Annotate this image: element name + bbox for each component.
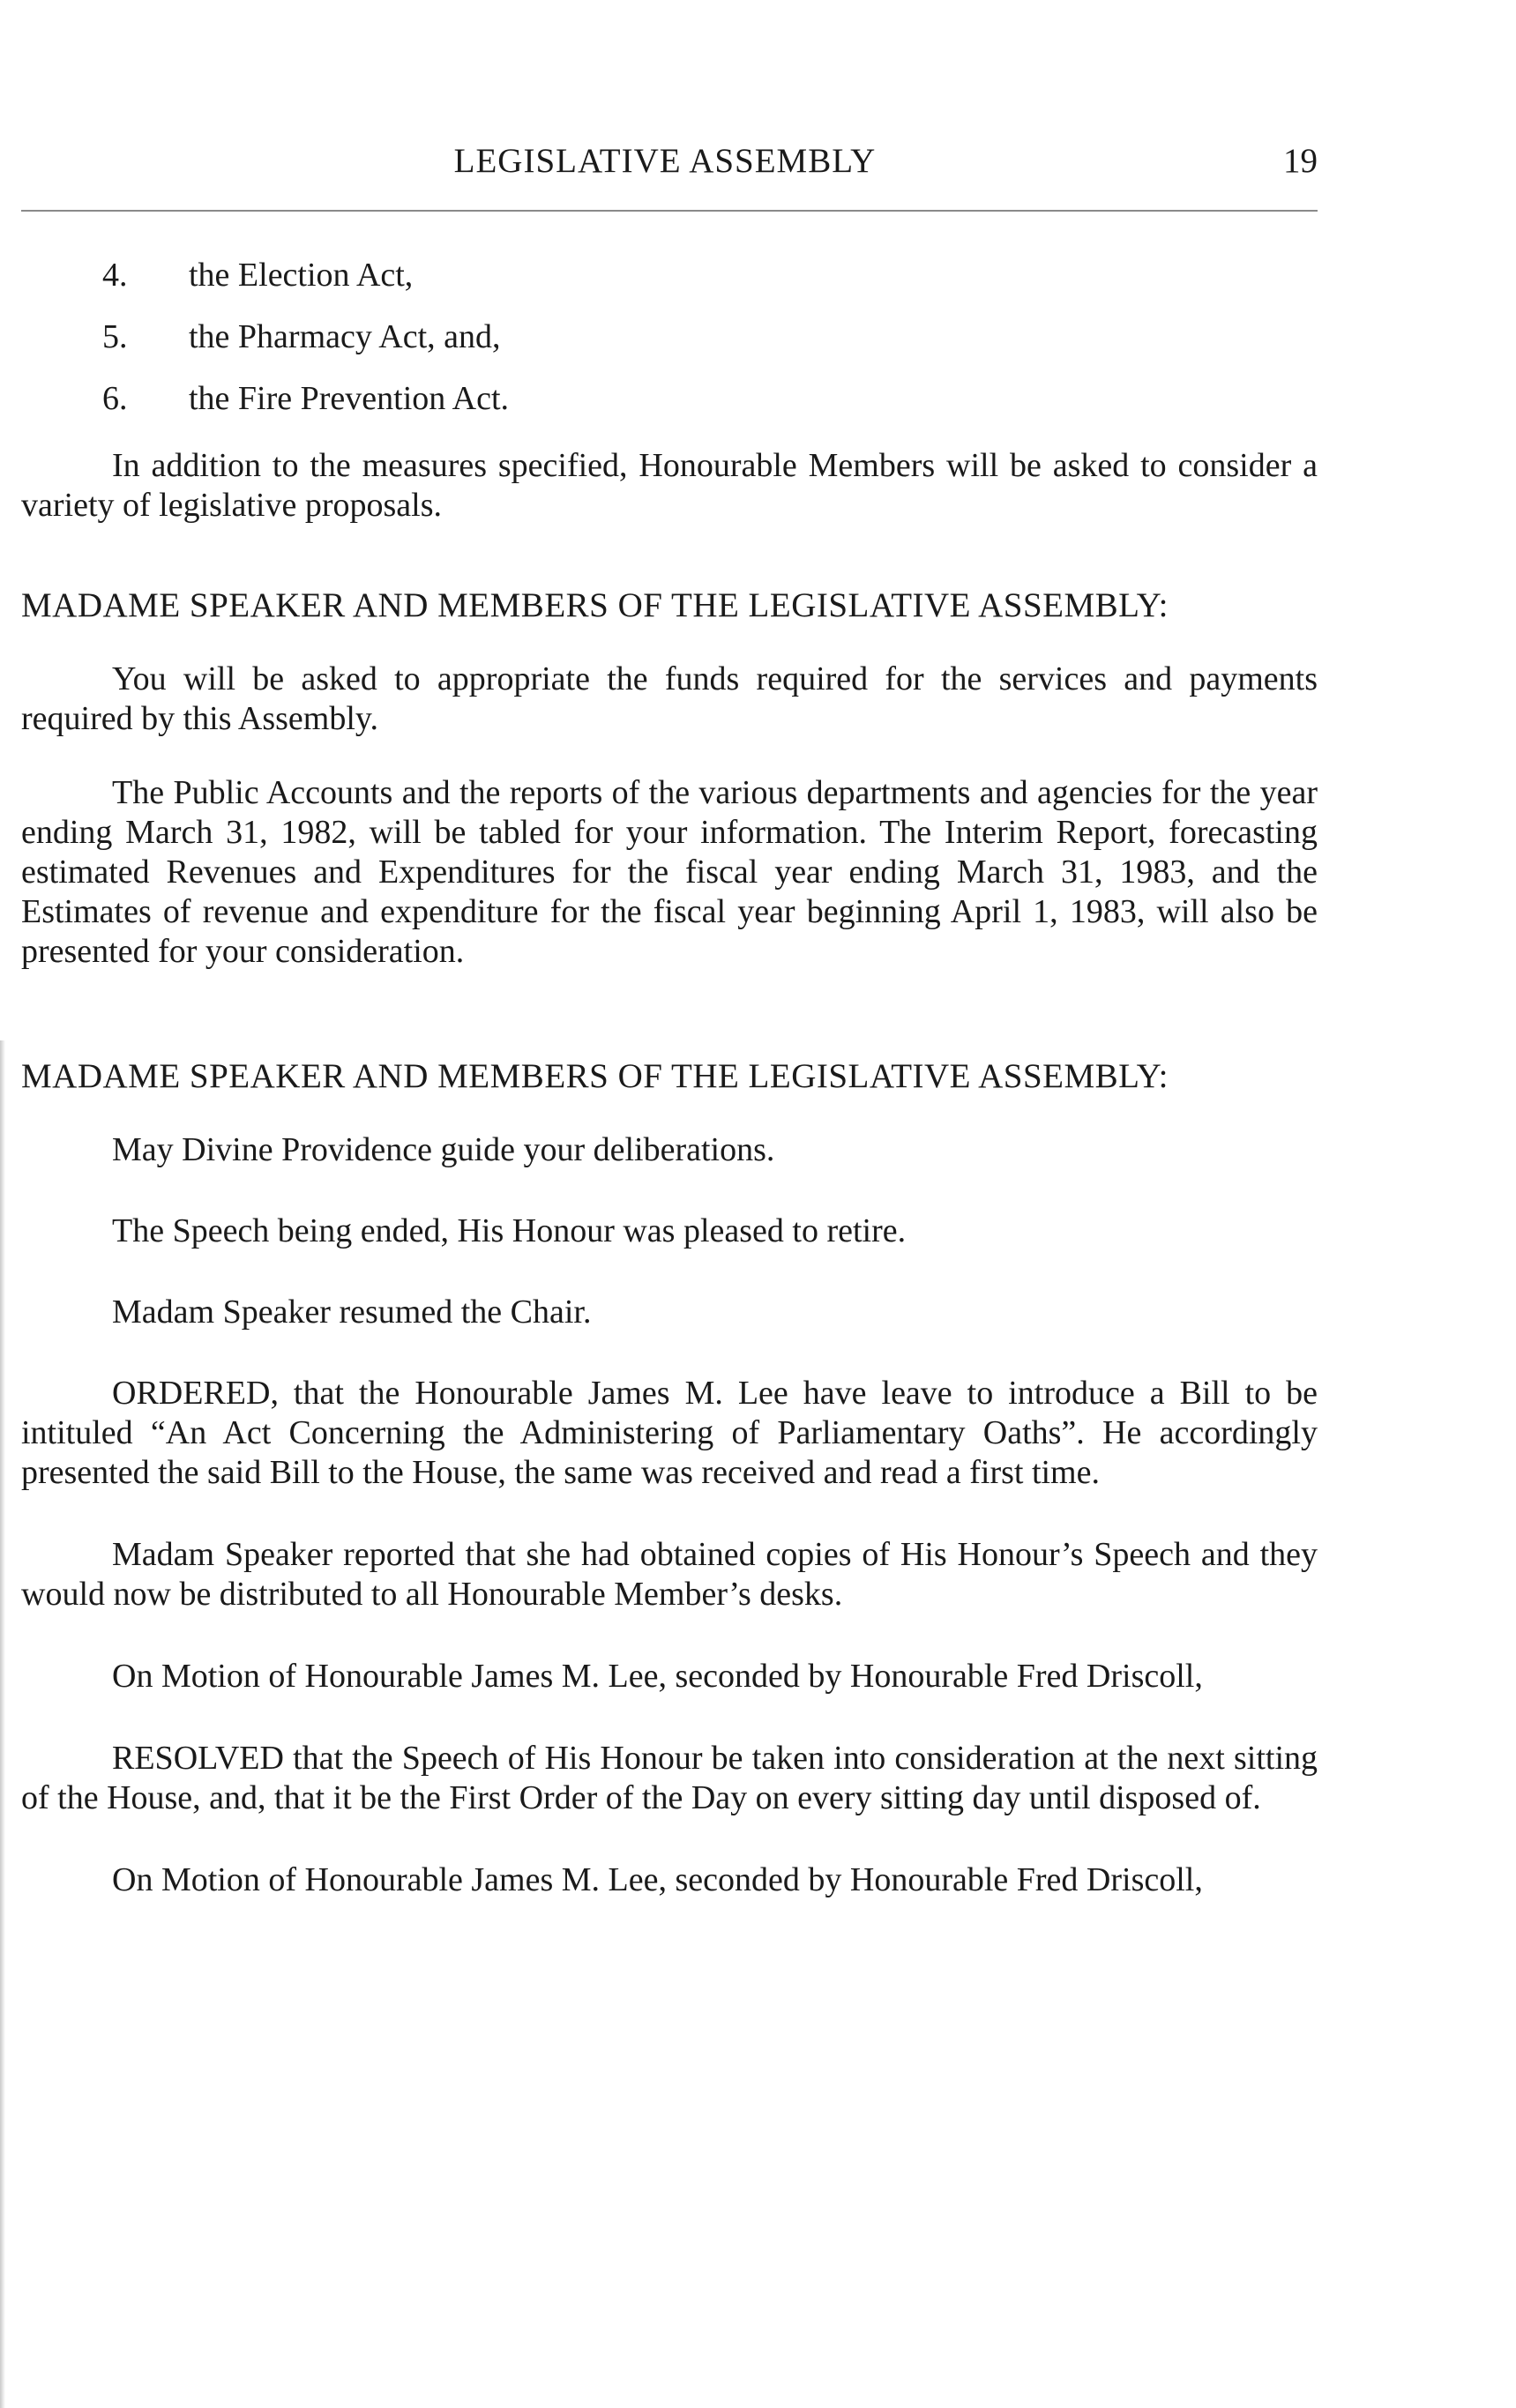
copies-paragraph: Madam Speaker reported that she had obtained copies of His Honour’s Speech and they would now be distributed to all Honourable Member’s desks. xyxy=(21,1536,1318,1613)
running-header xyxy=(21,141,1318,190)
list-item xyxy=(21,317,1318,379)
document-body xyxy=(21,256,1318,1900)
chair-paragraph: Madam Speaker resumed the Chair. xyxy=(112,1293,592,1331)
act-list xyxy=(21,256,1318,441)
list-item-number: 6. xyxy=(102,380,128,417)
speech-ended-paragraph: The Speech being ended, His Honour was pleased to retire. xyxy=(112,1212,907,1249)
measures-paragraph: In addition to the measures specified, Honourable Members will be asked to consider a variety of legislative proposals. xyxy=(21,447,1318,524)
list-item-text: the Election Act, xyxy=(189,257,414,294)
list-item xyxy=(21,256,1318,317)
header-rule xyxy=(21,210,1318,212)
public-accounts-paragraph: The Public Accounts and the reports of the various departments and agencies for the year ending March 31, 1982, will be tabled for your information. The Interim Report, forecasting estimated Revenues and Expenditures for the fiscal year ending March 31, 1983, and the Estimates of revenue and expenditure for the fiscal year beginning April 1, 1983, will also be presented for your consideration. xyxy=(21,774,1318,970)
providence-paragraph: May Divine Providence guide your deliberations. xyxy=(112,1131,775,1168)
list-item-text: the Pharmacy Act, and, xyxy=(189,318,501,355)
document-page xyxy=(21,0,1318,2408)
list-item-number: 4. xyxy=(102,257,128,294)
list-item-number: 5. xyxy=(102,318,128,355)
funds-paragraph: You will be asked to appropriate the funds required for the services and payments required by this Assembly. xyxy=(21,660,1318,737)
running-title: LEGISLATIVE ASSEMBLY xyxy=(453,142,877,180)
scan-edge-shadow xyxy=(0,1040,5,2408)
ordered-paragraph: ORDERED, that the Honourable James M. Lee have leave to introduce a Bill to be intituled “An Act Concerning the Administering of Parliamentary Oaths”. He accordingly presented the said Bill to the House, the same was received and read a first time. xyxy=(21,1375,1318,1491)
list-item xyxy=(21,379,1318,441)
motion-paragraph-2: On Motion of Honourable James M. Lee, seconded by Honourable Fred Driscoll, xyxy=(112,1861,1203,1898)
address-heading-2: MADAME SPEAKER AND MEMBERS OF THE LEGISLATIVE ASSEMBLY: xyxy=(21,1057,1169,1095)
page-number: 19 xyxy=(1283,142,1318,180)
list-item-text: the Fire Prevention Act. xyxy=(189,380,510,417)
address-heading-1: MADAME SPEAKER AND MEMBERS OF THE LEGISLATIVE ASSEMBLY: xyxy=(21,586,1169,624)
motion-paragraph-1: On Motion of Honourable James M. Lee, seconded by Honourable Fred Driscoll, xyxy=(112,1658,1203,1695)
resolved-paragraph: RESOLVED that the Speech of His Honour be taken into consideration at the next sitting of the House, and, that it be the First Order of the Day on every sitting day until disposed of. xyxy=(21,1740,1318,1816)
